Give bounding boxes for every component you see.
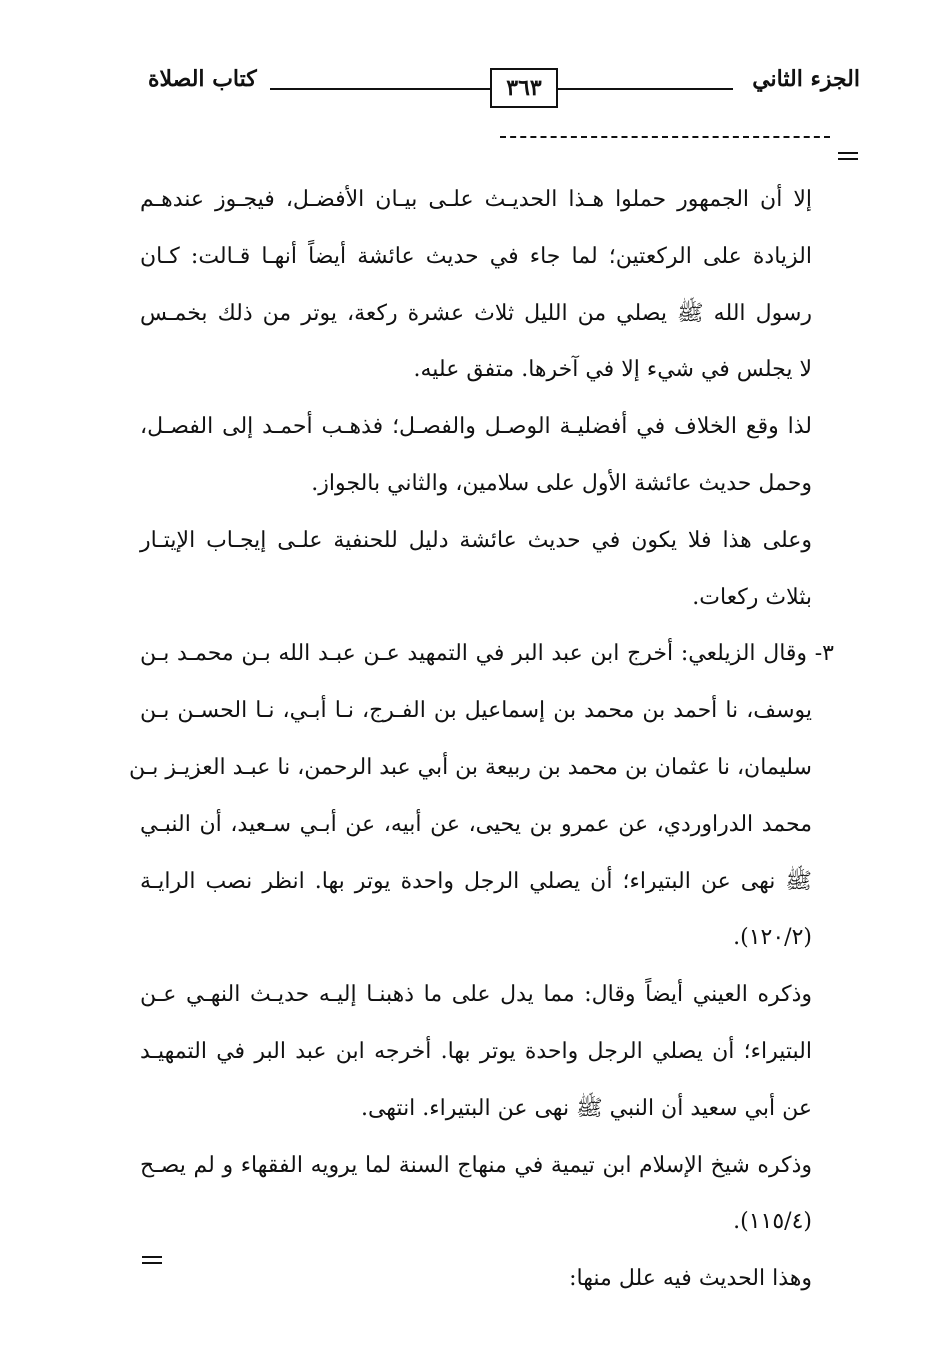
- paragraph-5: [140, 967, 812, 1137]
- paragraph-4-numbered: [129, 626, 834, 967]
- text-line: ٣- وقال الزيلعي: أخرج ابن عبد البر في التمهيد عـن عبـد الله بـن محمـد بـن: [140, 641, 834, 667]
- paragraph-3: [140, 513, 812, 627]
- paragraph-2: [140, 399, 812, 513]
- text-line: ﷺ نهى عن البتيراء؛ أن يصلي الرجل واحدة يوتر بها. انظر نصب الرايـة: [140, 868, 812, 894]
- paragraph-1: [140, 172, 812, 399]
- text-line: وهذا الحديث فيه علل منها:: [569, 1266, 812, 1292]
- text-line: (١١٥/٤).: [733, 1209, 812, 1235]
- header-rule-right: [558, 88, 733, 90]
- text-line: لا يجلس في شيء إلا في آخرها. متفق عليه.: [413, 357, 812, 383]
- text-line: محمد الدراوردي، عن عمرو بن يحيى، عن أبيه، عن أبـي سـعيد، أن النبـي: [140, 811, 812, 837]
- paragraph-6: [140, 1138, 812, 1252]
- text-line: إلا أن الجمهور حملوا هـذا الحديـث علـى بيـان الأفضـل، فيجـوز عندهـم: [140, 187, 812, 212]
- text-line: وحمل حديث عائشة الأول على سلامين، والثاني بالجواز.: [311, 470, 812, 496]
- text-line: وذكره العيني أيضاً وقال: مما يدل على ما ذهبنـا إليـه حديـث النهـي عـن: [140, 982, 812, 1008]
- text-line: سليمان، نا عثمان بن محمد بن ربيعة بن أبي عبد الرحمن، نا عبـد العزيـز بـن: [129, 754, 812, 780]
- header-rule-left: [270, 88, 490, 90]
- text-line: يوسف، نا أحمد بن محمد بن إسماعيل بن الفـرج، نـا أبـي، نـا الحسـن بـن: [140, 698, 812, 724]
- text-line: الزيادة على الركعتين؛ لما جاء في حديث عائشة أيضاً أنهـا قـالت: كـان: [140, 243, 812, 269]
- double-bar-mark-top: [838, 152, 858, 160]
- text-line: البتيراء؛ أن يصلي الرجل واحدة يوتر بها. أخرجه ابن عبد البر في التمهيـد: [140, 1038, 812, 1064]
- paragraph-7: [140, 1251, 812, 1308]
- page-number-box: [490, 68, 558, 108]
- text-line: عن أبي سعيد أن النبي ﷺ نهى عن البتيراء. انتهى.: [360, 1095, 812, 1121]
- running-head-volume: الجزء الثاني: [752, 66, 860, 92]
- text-line: (١٢٠/٢).: [733, 925, 812, 951]
- text-line: وعلى هذا فلا يكون في حديث عائشة دليل للحنفية علـى إيجـاب الإيتـار: [140, 527, 812, 553]
- text-line: لذا وقع الخلاف في أفضليـة الوصـل والفصـل؛ فذهـب أحمـد إلى الفصـل،: [140, 414, 812, 440]
- text-line: رسول الله ﷺ يصلي من الليل ثلاث عشرة ركعة، يوتر من ذلك بخمـس: [140, 300, 812, 326]
- body-text: [129, 172, 834, 1308]
- text-line: بثلاث ركعات.: [692, 584, 812, 610]
- page-header: [140, 62, 860, 118]
- double-bar-mark-bottom: [142, 1256, 162, 1264]
- running-head-book-title: كتاب الصلاة: [148, 66, 257, 92]
- text-line: وذكره شيخ الإسلام ابن تيمية في منهاج السنة لما يرويه الفقهاء و لم يصـح: [140, 1152, 812, 1178]
- dashed-separator: [500, 136, 830, 138]
- page-number: ٣٦٣: [506, 75, 542, 101]
